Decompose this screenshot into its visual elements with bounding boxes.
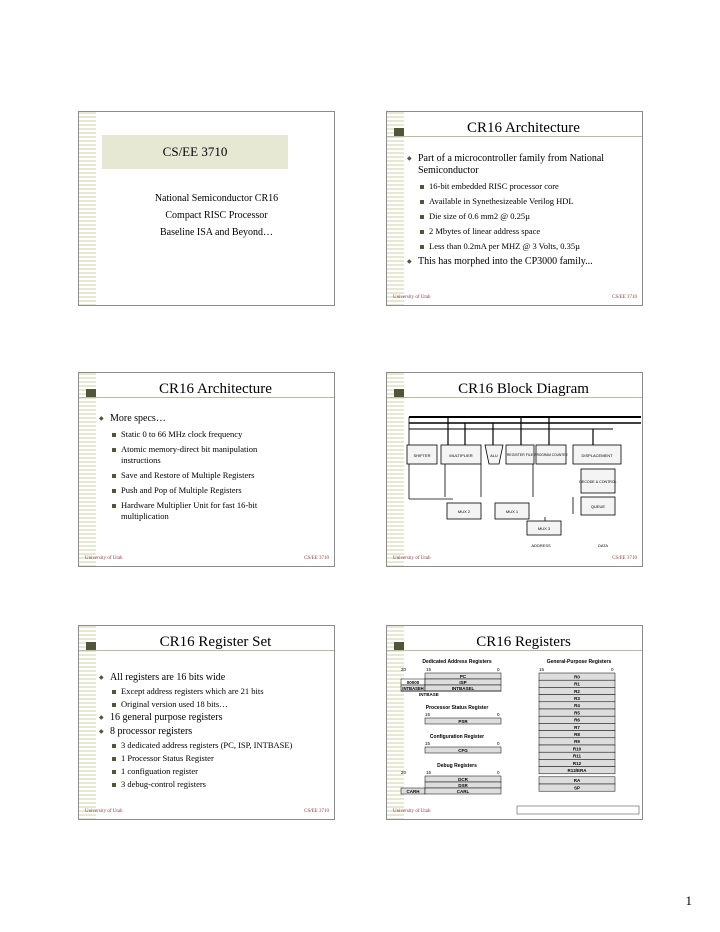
block-multiplier: MULTIPLIER [449,453,473,458]
bullet: ◆ Part of a microcontroller family from National Semiconductor [407,153,636,177]
slide-stripe-decoration [79,373,96,566]
reg-zeros: 00000 [406,680,420,685]
slide-2-title: CR16 Architecture [467,120,580,136]
reg-carh: CARH [406,789,420,794]
title-divider [79,650,334,651]
gp-register-label: R8 [574,732,580,737]
gp-register-label: R6 [574,717,580,723]
sub-bullet: Push and Pop of Multiple Registers [99,485,294,496]
block-diagram [403,409,643,554]
footer-left: University of Utah [85,556,123,561]
reg-pc: PC [459,674,467,679]
footer-right: CS/EE 3710 [304,809,329,814]
sub-bullet: Static 0 to 66 MHz clock frequency [99,429,294,440]
reg-psr: PSR [458,719,468,724]
general-heading: General-Purpose Registers [546,659,612,665]
reg-intbasel: INTBASEL [451,686,475,691]
gp-register-label: R11 [572,753,582,759]
bullet: ◆ 16 general purpose registers [99,712,294,724]
gp-register-label: R0 [574,674,580,680]
label-address: ADDRESS [531,543,551,548]
bit-label: 0 [497,712,500,717]
gp-register-label: R7 [574,724,580,730]
block-alu: ALU [490,453,498,458]
gp-register-label: RA [573,778,581,784]
slide-stripe-decoration [387,112,404,305]
bit-label: 15 [426,667,432,672]
sub-bullet: 1 Processor Status Register [99,753,294,764]
title-divider [387,136,642,137]
gp-register-label: R5 [574,710,580,716]
psr-heading: Processor Status Register [425,705,489,711]
gp-register-label: R1 [574,681,580,687]
title-divider [79,397,334,398]
sub-bullet: Die size of 0.6 mm2 @ 0.25µ [407,211,636,222]
sub-bullet: Hardware Multiplier Unit for fast 16-bit multiplication [99,500,294,522]
reg-carl: CARL [456,789,470,794]
gp-register-label: R13/ERA [567,768,587,773]
slide-6-title: CR16 Registers [476,634,571,650]
bit-label: 15 [539,667,545,672]
footer-right: CS/EE 3710 [612,295,637,300]
sub-bullet: Save and Restore of Multiple Registers [99,470,294,481]
block-shifter: SHIFTER [413,453,431,458]
reg-cfg: CFG [458,748,468,753]
block-register-file: REGISTER FILE [506,453,534,457]
block-queue: QUEUE [590,504,606,509]
gp-register-label: R12 [572,760,582,766]
reg-dsr: DSR [458,783,468,788]
slide-1-line: National Semiconductor CR16 [154,193,279,204]
slide-6 [386,625,643,820]
slide-1-line: Compact RISC Processor [165,210,268,221]
sub-bullet: Atomic memory-direct bit manipulation instructions [99,444,294,466]
page-number: 1 [685,893,692,908]
slide-1-title: CS/EE 3710 [102,135,288,169]
block-displacement: DISPLACEMENT [581,453,613,458]
bit-label: 15 [425,741,431,746]
footer-left: University of Utah [393,809,431,814]
block-decode: DECODE & CONTROL [579,480,617,484]
cfg-heading: Configuration Register [429,734,485,740]
sub-bullet: 2 Mbytes of linear address space [407,226,636,237]
sub-bullet: Except address registers which are 21 bits [99,686,294,697]
sub-bullet: Original version used 18 bits… [99,699,294,710]
footer-left: University of Utah [393,295,431,300]
bit-label: 0 [497,741,500,746]
bit-label: 0 [611,667,614,672]
bit-label: 15 [426,770,432,775]
block-program-counter: PROGRAM COUNTER [534,453,568,457]
slide-5-title: CR16 Register Set [159,634,272,650]
label-data: DATA [597,543,609,548]
slide-stripe-decoration [79,112,96,305]
slide-3-content [99,413,294,526]
slide-2 [386,111,643,306]
slide-1 [78,111,335,306]
gp-register-label: R3 [574,696,580,701]
title-divider [387,397,642,398]
bit-label: 0 [497,667,500,672]
slide-2-content [407,153,636,272]
dedicated-heading: Dedicated Address Registers [422,659,492,665]
slide-3-title: CR16 Architecture [159,381,272,397]
footer-left: University of Utah [85,809,123,814]
gp-register-label: R9 [574,739,580,745]
sub-bullet: Less than 0.2mA per MHZ @ 3 Volts, 0.35µ [407,241,636,252]
bullet: ◆ This has morphed into the CP3000 family... [407,256,636,268]
slide-3 [78,372,335,567]
slide-5 [78,625,335,820]
slide-1-lines [99,190,334,241]
bullet: ◆ 8 processor registers [99,726,294,738]
bullet: ◆ All registers are 16 bits wide [99,672,294,684]
slide-5-content [99,672,294,792]
gp-register-label: R4 [574,703,580,709]
sub-bullet: Available in Synethesizeable Verilog HDL [407,196,636,207]
block-mux3: MUX 3 [537,526,551,531]
block-mux2: MUX 2 [457,509,471,514]
slide-4 [386,372,643,567]
block-mux1: MUX 1 [505,509,519,514]
bit-label: 20 [401,667,407,672]
reg-intbaseh: INTBASEH [402,686,424,691]
footer-left: University of Utah [393,556,431,561]
sub-bullet: 16-bit embedded RISC processor core [407,181,636,192]
sub-bullet: 3 debug-control registers [99,779,294,790]
bullet: ◆ More specs… [99,413,294,425]
slide-1-line: Baseline ISA and Beyond… [159,227,274,238]
sub-bullet: 1 configuation register [99,766,294,777]
bit-label: 20 [401,770,407,775]
footer-right: CS/EE 3710 [304,556,329,561]
bit-label: 15 [425,712,431,717]
bit-label: 0 [497,770,500,775]
title-divider [387,650,642,651]
gp-register-label: R2 [574,688,580,694]
slide-stripe-decoration [387,373,404,566]
gp-register-label: SP [573,785,581,791]
slide-stripe-decoration [79,626,96,819]
footer-right: CS/EE 3710 [612,556,637,561]
gp-register-label: R10 [572,746,582,752]
reg-intbase: INTBASE [419,692,439,697]
slide-4-title: CR16 Block Diagram [458,381,589,397]
register-diagram [399,656,643,816]
sub-bullet: 3 dedicated address registers (PC, ISP, INTBASE) [99,740,294,751]
general-register-rows [539,673,615,791]
reg-dcr: DCR [458,777,468,782]
reg-isp: ISP [459,680,467,685]
debug-heading: Debug Registers [437,763,477,769]
